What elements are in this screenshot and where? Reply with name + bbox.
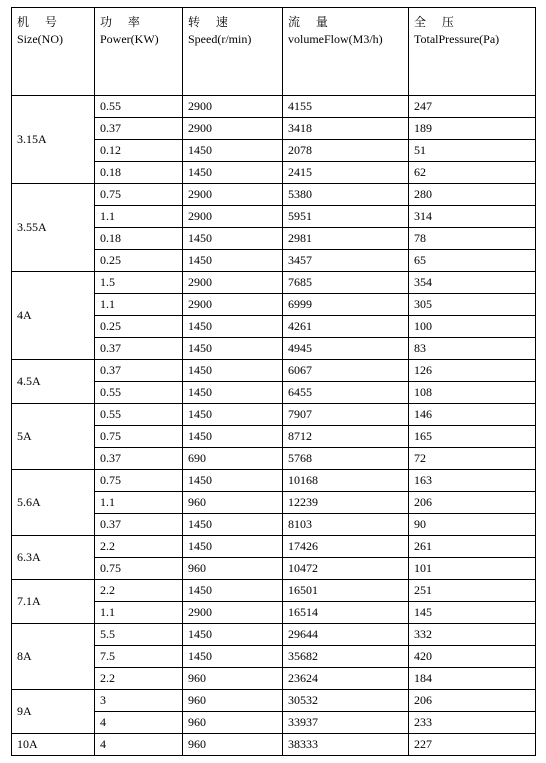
pressure-cell: 163 bbox=[409, 470, 536, 492]
flow-cell: 4261 bbox=[283, 316, 409, 338]
power-cell: 1.5 bbox=[95, 272, 183, 294]
speed-cell: 1450 bbox=[183, 536, 283, 558]
speed-cell: 1450 bbox=[183, 404, 283, 426]
table-row bbox=[12, 184, 536, 206]
model-size-cell: 4.5A bbox=[12, 360, 95, 404]
speed-cell: 1450 bbox=[183, 250, 283, 272]
speed-cell: 2900 bbox=[183, 272, 283, 294]
speed-cell: 960 bbox=[183, 734, 283, 756]
pressure-cell: 206 bbox=[409, 690, 536, 712]
flow-cell: 38333 bbox=[283, 734, 409, 756]
model-size-cell: 7.1A bbox=[12, 580, 95, 624]
speed-cell: 1450 bbox=[183, 580, 283, 602]
power-cell: 0.37 bbox=[95, 514, 183, 536]
power-cell: 0.55 bbox=[95, 96, 183, 118]
flow-cell: 4945 bbox=[283, 338, 409, 360]
power-cell: 0.55 bbox=[95, 404, 183, 426]
speed-cell: 2900 bbox=[183, 206, 283, 228]
model-size-cell: 10A bbox=[12, 734, 95, 756]
speed-cell: 960 bbox=[183, 492, 283, 514]
flow-cell: 7685 bbox=[283, 272, 409, 294]
speed-cell: 1450 bbox=[183, 624, 283, 646]
pressure-cell: 126 bbox=[409, 360, 536, 382]
fan-spec-table bbox=[11, 7, 536, 756]
power-cell: 0.37 bbox=[95, 118, 183, 140]
power-cell: 0.25 bbox=[95, 316, 183, 338]
pressure-cell: 227 bbox=[409, 734, 536, 756]
speed-cell: 1450 bbox=[183, 470, 283, 492]
power-cell: 0.37 bbox=[95, 360, 183, 382]
power-cell: 0.18 bbox=[95, 228, 183, 250]
speed-cell: 1450 bbox=[183, 514, 283, 536]
flow-cell: 17426 bbox=[283, 536, 409, 558]
flow-cell: 16501 bbox=[283, 580, 409, 602]
table-row bbox=[12, 624, 536, 646]
table-row bbox=[12, 580, 536, 602]
speed-cell: 1450 bbox=[183, 316, 283, 338]
model-size-cell: 8A bbox=[12, 624, 95, 690]
table-row bbox=[12, 96, 536, 118]
pressure-cell: 206 bbox=[409, 492, 536, 514]
power-cell: 1.1 bbox=[95, 602, 183, 624]
pressure-cell: 83 bbox=[409, 338, 536, 360]
power-cell: 0.75 bbox=[95, 184, 183, 206]
speed-cell: 1450 bbox=[183, 140, 283, 162]
power-cell: 1.1 bbox=[95, 294, 183, 316]
flow-cell: 12239 bbox=[283, 492, 409, 514]
flow-cell: 5380 bbox=[283, 184, 409, 206]
power-cell: 2.2 bbox=[95, 580, 183, 602]
header-pressure-en: TotalPressure(Pa) bbox=[414, 32, 500, 46]
flow-cell: 30532 bbox=[283, 690, 409, 712]
pressure-cell: 100 bbox=[409, 316, 536, 338]
pressure-cell: 233 bbox=[409, 712, 536, 734]
speed-cell: 690 bbox=[183, 448, 283, 470]
pressure-cell: 101 bbox=[409, 558, 536, 580]
speed-cell: 960 bbox=[183, 668, 283, 690]
flow-cell: 8712 bbox=[283, 426, 409, 448]
power-cell: 7.5 bbox=[95, 646, 183, 668]
pressure-cell: 145 bbox=[409, 602, 536, 624]
power-cell: 1.1 bbox=[95, 206, 183, 228]
speed-cell: 1450 bbox=[183, 646, 283, 668]
speed-cell: 2900 bbox=[183, 602, 283, 624]
table-row bbox=[12, 360, 536, 382]
table-row bbox=[12, 272, 536, 294]
flow-cell: 5951 bbox=[283, 206, 409, 228]
spec-table-body bbox=[12, 8, 536, 756]
pressure-cell: 108 bbox=[409, 382, 536, 404]
flow-cell: 10472 bbox=[283, 558, 409, 580]
pressure-cell: 420 bbox=[409, 646, 536, 668]
flow-cell: 4155 bbox=[283, 96, 409, 118]
model-size-cell: 6.3A bbox=[12, 536, 95, 580]
header-flow bbox=[283, 8, 409, 96]
power-cell: 0.55 bbox=[95, 382, 183, 404]
flow-cell: 6999 bbox=[283, 294, 409, 316]
flow-cell: 29644 bbox=[283, 624, 409, 646]
speed-cell: 2900 bbox=[183, 184, 283, 206]
header-power bbox=[95, 8, 183, 96]
header-pressure-zh: 全 压 bbox=[414, 15, 460, 29]
pressure-cell: 251 bbox=[409, 580, 536, 602]
flow-cell: 3457 bbox=[283, 250, 409, 272]
pressure-cell: 314 bbox=[409, 206, 536, 228]
flow-cell: 23624 bbox=[283, 668, 409, 690]
table-row bbox=[12, 404, 536, 426]
header-size-zh: 机 号 bbox=[17, 15, 63, 29]
model-size-cell: 3.55A bbox=[12, 184, 95, 272]
power-cell: 0.37 bbox=[95, 448, 183, 470]
speed-cell: 1450 bbox=[183, 360, 283, 382]
pressure-cell: 261 bbox=[409, 536, 536, 558]
pressure-cell: 78 bbox=[409, 228, 536, 250]
table-row bbox=[12, 470, 536, 492]
speed-cell: 1450 bbox=[183, 162, 283, 184]
model-size-cell: 5.6A bbox=[12, 470, 95, 536]
flow-cell: 16514 bbox=[283, 602, 409, 624]
table-row bbox=[12, 690, 536, 712]
flow-cell: 2981 bbox=[283, 228, 409, 250]
power-cell: 4 bbox=[95, 712, 183, 734]
pressure-cell: 184 bbox=[409, 668, 536, 690]
power-cell: 3 bbox=[95, 690, 183, 712]
model-size-cell: 4A bbox=[12, 272, 95, 360]
speed-cell: 960 bbox=[183, 558, 283, 580]
pressure-cell: 247 bbox=[409, 96, 536, 118]
power-cell: 2.2 bbox=[95, 668, 183, 690]
flow-cell: 35682 bbox=[283, 646, 409, 668]
speed-cell: 2900 bbox=[183, 96, 283, 118]
header-size-en: Size(NO) bbox=[17, 32, 63, 46]
header-speed bbox=[183, 8, 283, 96]
speed-cell: 1450 bbox=[183, 382, 283, 404]
speed-cell: 1450 bbox=[183, 228, 283, 250]
flow-cell: 8103 bbox=[283, 514, 409, 536]
power-cell: 0.25 bbox=[95, 250, 183, 272]
speed-cell: 2900 bbox=[183, 294, 283, 316]
header-pressure bbox=[409, 8, 536, 96]
flow-cell: 2415 bbox=[283, 162, 409, 184]
flow-cell: 10168 bbox=[283, 470, 409, 492]
speed-cell: 960 bbox=[183, 690, 283, 712]
flow-cell: 7907 bbox=[283, 404, 409, 426]
power-cell: 5.5 bbox=[95, 624, 183, 646]
power-cell: 0.75 bbox=[95, 558, 183, 580]
model-size-cell: 9A bbox=[12, 690, 95, 734]
header-power-zh: 功 率 bbox=[100, 15, 146, 29]
header-speed-zh: 转 速 bbox=[188, 15, 234, 29]
flow-cell: 6067 bbox=[283, 360, 409, 382]
pressure-cell: 165 bbox=[409, 426, 536, 448]
power-cell: 4 bbox=[95, 734, 183, 756]
speed-cell: 960 bbox=[183, 712, 283, 734]
model-size-cell: 5A bbox=[12, 404, 95, 470]
pressure-cell: 62 bbox=[409, 162, 536, 184]
pressure-cell: 90 bbox=[409, 514, 536, 536]
header-row bbox=[12, 8, 536, 96]
table-row bbox=[12, 536, 536, 558]
pressure-cell: 280 bbox=[409, 184, 536, 206]
speed-cell: 1450 bbox=[183, 338, 283, 360]
header-speed-en: Speed(r/min) bbox=[188, 32, 252, 46]
pressure-cell: 51 bbox=[409, 140, 536, 162]
pressure-cell: 354 bbox=[409, 272, 536, 294]
pressure-cell: 146 bbox=[409, 404, 536, 426]
power-cell: 0.75 bbox=[95, 426, 183, 448]
flow-cell: 5768 bbox=[283, 448, 409, 470]
header-flow-en: volumeFlow(M3/h) bbox=[288, 32, 383, 46]
power-cell: 0.37 bbox=[95, 338, 183, 360]
flow-cell: 33937 bbox=[283, 712, 409, 734]
power-cell: 0.12 bbox=[95, 140, 183, 162]
pressure-cell: 332 bbox=[409, 624, 536, 646]
power-cell: 1.1 bbox=[95, 492, 183, 514]
speed-cell: 1450 bbox=[183, 426, 283, 448]
header-power-en: Power(KW) bbox=[100, 32, 159, 46]
flow-cell: 6455 bbox=[283, 382, 409, 404]
pressure-cell: 72 bbox=[409, 448, 536, 470]
pressure-cell: 65 bbox=[409, 250, 536, 272]
model-size-cell: 3.15A bbox=[12, 96, 95, 184]
flow-cell: 2078 bbox=[283, 140, 409, 162]
speed-cell: 2900 bbox=[183, 118, 283, 140]
header-flow-zh: 流 量 bbox=[288, 15, 334, 29]
pressure-cell: 305 bbox=[409, 294, 536, 316]
power-cell: 2.2 bbox=[95, 536, 183, 558]
power-cell: 0.75 bbox=[95, 470, 183, 492]
table-row bbox=[12, 734, 536, 756]
pressure-cell: 189 bbox=[409, 118, 536, 140]
flow-cell: 3418 bbox=[283, 118, 409, 140]
power-cell: 0.18 bbox=[95, 162, 183, 184]
header-size bbox=[12, 8, 95, 96]
